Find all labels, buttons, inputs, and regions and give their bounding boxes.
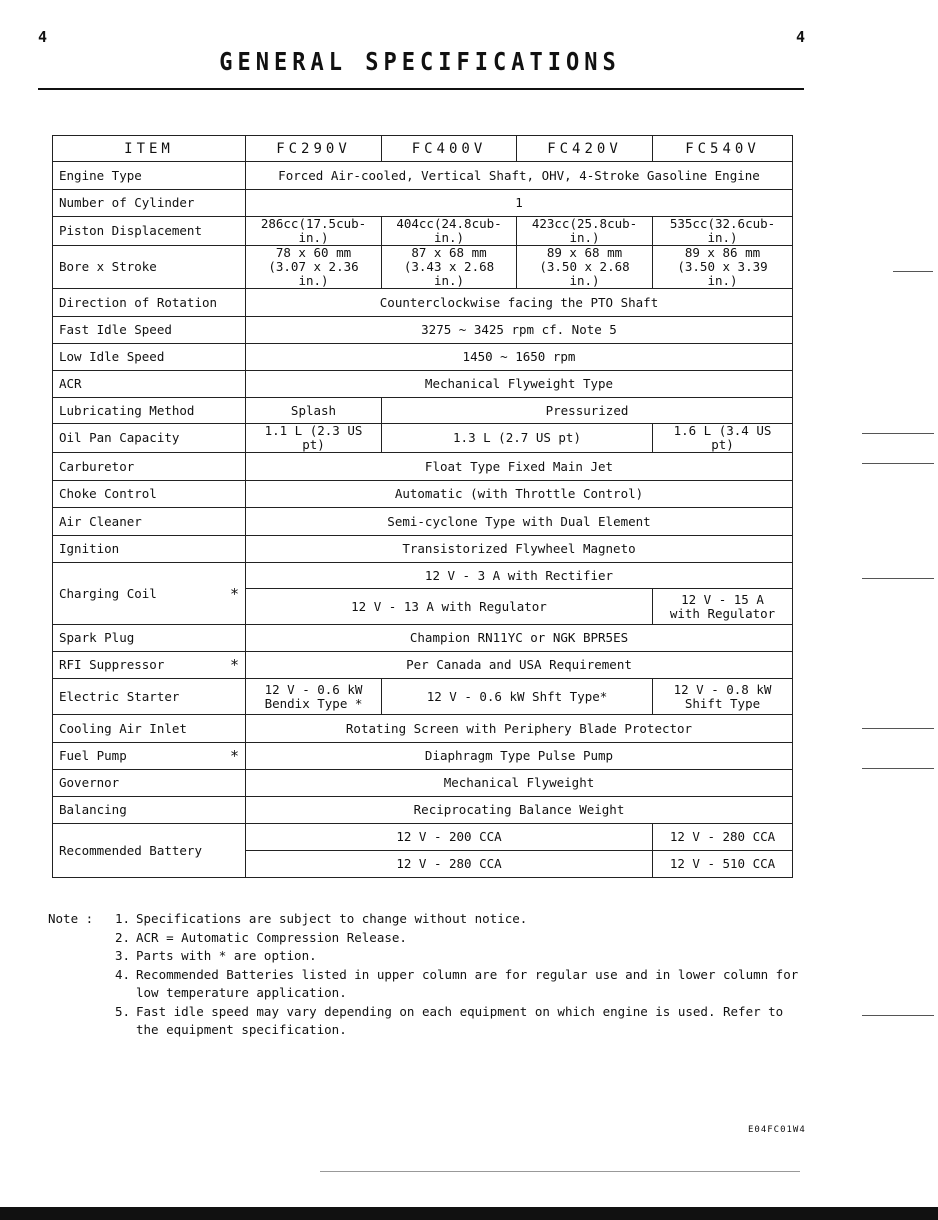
page-title: GENERAL SPECIFICATIONS xyxy=(219,48,621,77)
header-fc400v: FC400V xyxy=(382,136,517,162)
row-label: Governor xyxy=(53,770,246,797)
row-value: 1 xyxy=(246,190,793,217)
table-row xyxy=(53,398,793,424)
page-number-right: 4 xyxy=(796,28,806,46)
option-asterisk: * xyxy=(229,584,239,603)
option-asterisk: * xyxy=(229,747,239,765)
cell-fc290v: Splash xyxy=(246,398,382,424)
table-row xyxy=(53,217,793,246)
scan-mark xyxy=(862,1015,934,1016)
cell-fc540v xyxy=(653,246,793,289)
table-row xyxy=(53,508,793,536)
row-label: Direction of Rotation xyxy=(53,289,246,317)
battery-lower: 12 V - 280 CCA xyxy=(246,851,653,878)
cell-fc420v xyxy=(517,246,653,289)
note-item xyxy=(48,1003,808,1040)
row-label: Recommended Battery xyxy=(53,824,246,878)
row-value: Transistorized Flywheel Magneto xyxy=(246,536,793,563)
scan-mark xyxy=(893,271,933,272)
table-row xyxy=(53,679,793,715)
note-item xyxy=(48,966,808,1003)
note-number: 3. xyxy=(114,948,130,963)
note-number: 4. xyxy=(114,966,130,982)
table-row xyxy=(53,563,793,589)
table-row xyxy=(53,246,793,289)
row-label: Number of Cylinder xyxy=(53,190,246,217)
table-row xyxy=(53,536,793,563)
cell-fc400-420: 1.3 L (2.7 US pt) xyxy=(382,424,653,453)
row-label-text: RFI Suppressor xyxy=(59,657,165,672)
title-rule xyxy=(38,88,804,90)
bore-inch: (3.07 x 2.36 in.) xyxy=(268,259,359,288)
starter-290-line2: Bendix Type * xyxy=(264,695,363,711)
table-row xyxy=(53,424,793,453)
cell-fc290v: 286cc(17.5cub-in.) xyxy=(246,217,382,246)
row-label: Ignition xyxy=(53,536,246,563)
scan-mark xyxy=(862,728,934,729)
header-fc290v: FC290V xyxy=(246,136,382,162)
row-label: Piston Displacement xyxy=(53,217,246,246)
cell-fc540v: 1.6 L (3.4 US pt) xyxy=(653,424,793,453)
cell-fc420v: 423cc(25.8cub-in.) xyxy=(517,217,653,246)
note-text: Fast idle speed may vary depending on each equipment on which engine is used. Refer to the equipment specification. xyxy=(136,1003,784,1037)
row-label: Lubricating Method xyxy=(53,398,246,424)
note-text: Parts with * are option. xyxy=(136,948,317,963)
row-label-text: Fuel Pump xyxy=(59,748,127,763)
battery-upper: 12 V - 200 CCA xyxy=(246,824,653,851)
row-label: Bore x Stroke xyxy=(53,246,246,289)
table-row xyxy=(53,162,793,190)
note-number: 5. xyxy=(114,1003,130,1019)
note-item xyxy=(48,929,808,948)
row-label: Oil Pan Capacity xyxy=(53,424,246,453)
bore-mm: 89 x 86 mm xyxy=(684,245,761,260)
page-number-left: 4 xyxy=(38,28,48,46)
bore-inch: (3.50 x 2.68 in.) xyxy=(539,259,630,288)
header-row xyxy=(53,136,793,162)
header-item: ITEM xyxy=(53,136,246,162)
bore-inch: (3.43 x 2.68 in.) xyxy=(403,259,495,288)
table-row xyxy=(53,344,793,371)
table-row xyxy=(53,797,793,824)
row-label: Engine Type xyxy=(53,162,246,190)
row-label: ACR xyxy=(53,371,246,398)
option-asterisk: * xyxy=(229,656,239,674)
table-row xyxy=(53,652,793,679)
table-row xyxy=(53,715,793,743)
notes-label: Note : xyxy=(48,911,94,926)
note-item xyxy=(48,947,808,966)
row-label: Electric Starter xyxy=(53,679,246,715)
row-label: Balancing xyxy=(53,797,246,824)
starter-290-line1: 12 V - 0.6 kW xyxy=(264,681,363,697)
row-value: Float Type Fixed Main Jet xyxy=(246,453,793,481)
bore-mm: 87 x 68 mm xyxy=(411,245,487,260)
scan-mark xyxy=(320,1171,800,1172)
row-label: Fast Idle Speed xyxy=(53,317,246,344)
row-value: Mechanical Flyweight xyxy=(246,770,793,797)
bore-mm: 78 x 60 mm xyxy=(275,245,352,260)
cell-fc400v: 404cc(24.8cub-in.) xyxy=(382,217,517,246)
row-label xyxy=(53,743,246,770)
cell-fc540v xyxy=(653,679,793,715)
row-value: Counterclockwise facing the PTO Shaft xyxy=(246,289,793,317)
row-label: Air Cleaner xyxy=(53,508,246,536)
row-label: Spark Plug xyxy=(53,625,246,652)
table-row xyxy=(53,317,793,344)
scan-bottom-edge xyxy=(0,1207,938,1220)
row-label: Low Idle Speed xyxy=(53,344,246,371)
row-value: Per Canada and USA Requirement xyxy=(246,652,793,679)
charging-540-line2: with Regulator xyxy=(669,605,776,621)
cell-fc290v: 1.1 L (2.3 US pt) xyxy=(246,424,382,453)
note-text: Recommended Batteries listed in upper column are for regular use and in lower column for low temperature application. xyxy=(136,966,799,1000)
battery-upper-540: 12 V - 280 CCA xyxy=(653,824,793,851)
row-value: 1450 ~ 1650 rpm xyxy=(246,344,793,371)
table-row xyxy=(53,770,793,797)
table-row xyxy=(53,481,793,508)
table-row xyxy=(53,743,793,770)
row-label-text: Charging Coil xyxy=(59,585,157,601)
row-value: Automatic (with Throttle Control) xyxy=(246,481,793,508)
note-text: ACR = Automatic Compression Release. xyxy=(136,929,407,945)
table-row xyxy=(53,371,793,398)
starter-540-line2: Shift Type xyxy=(684,695,761,711)
row-value: Champion RN11YC or NGK BPR5ES xyxy=(246,625,793,652)
row-value: 12 V - 3 A with Rectifier xyxy=(246,563,793,589)
row-label: Carburetor xyxy=(53,453,246,481)
row-value: Rotating Screen with Periphery Blade Protector xyxy=(246,715,793,743)
cell-fc290v xyxy=(246,246,382,289)
row-label xyxy=(53,652,246,679)
cell-fc290-420: 12 V - 13 A with Regulator xyxy=(246,589,653,625)
cell-fc540v: 535cc(32.6cub-in.) xyxy=(653,217,793,246)
table-row xyxy=(53,289,793,317)
notes xyxy=(48,910,808,1040)
row-value: Forced Air-cooled, Vertical Shaft, OHV, 4-Stroke Gasoline Engine xyxy=(246,162,793,190)
scan-mark xyxy=(862,463,934,464)
row-label: Choke Control xyxy=(53,481,246,508)
note-number: 1. xyxy=(114,911,130,926)
row-value: Diaphragm Type Pulse Pump xyxy=(246,743,793,770)
cell-fc400v xyxy=(382,246,517,289)
row-value: Mechanical Flyweight Type xyxy=(246,371,793,398)
note-number: 2. xyxy=(114,929,130,945)
bore-mm: 89 x 68 mm xyxy=(546,245,623,260)
scan-mark xyxy=(862,578,934,579)
row-value: 3275 ~ 3425 rpm cf. Note 5 xyxy=(246,317,793,344)
scan-mark xyxy=(862,433,934,434)
row-value: Semi-cyclone Type with Dual Element xyxy=(246,508,793,536)
document-code: E04FC01W4 xyxy=(748,1125,806,1135)
charging-540-line1: 12 V - 15 A xyxy=(681,591,764,607)
table-row xyxy=(53,190,793,217)
note-text: Specifications are subject to change without notice. xyxy=(136,911,528,926)
cell-others: Pressurized xyxy=(382,398,793,424)
table-row xyxy=(53,625,793,652)
note-item xyxy=(48,910,808,929)
table-row xyxy=(53,453,793,481)
scan-mark xyxy=(862,768,934,769)
row-value: Reciprocating Balance Weight xyxy=(246,797,793,824)
starter-540-line1: 12 V - 0.8 kW xyxy=(673,681,772,697)
bore-inch: (3.50 x 3.39 in.) xyxy=(677,259,768,288)
spec-table xyxy=(52,135,793,878)
battery-lower-540: 12 V - 510 CCA xyxy=(653,851,793,878)
header-fc420v: FC420V xyxy=(517,136,653,162)
row-label: Cooling Air Inlet xyxy=(53,715,246,743)
table-row xyxy=(53,824,793,851)
cell-fc400-420: 12 V - 0.6 kW Shft Type* xyxy=(382,679,653,715)
cell-fc540v xyxy=(653,589,793,625)
row-label xyxy=(53,563,246,625)
header-fc540v: FC540V xyxy=(653,136,793,162)
cell-fc290v xyxy=(246,679,382,715)
